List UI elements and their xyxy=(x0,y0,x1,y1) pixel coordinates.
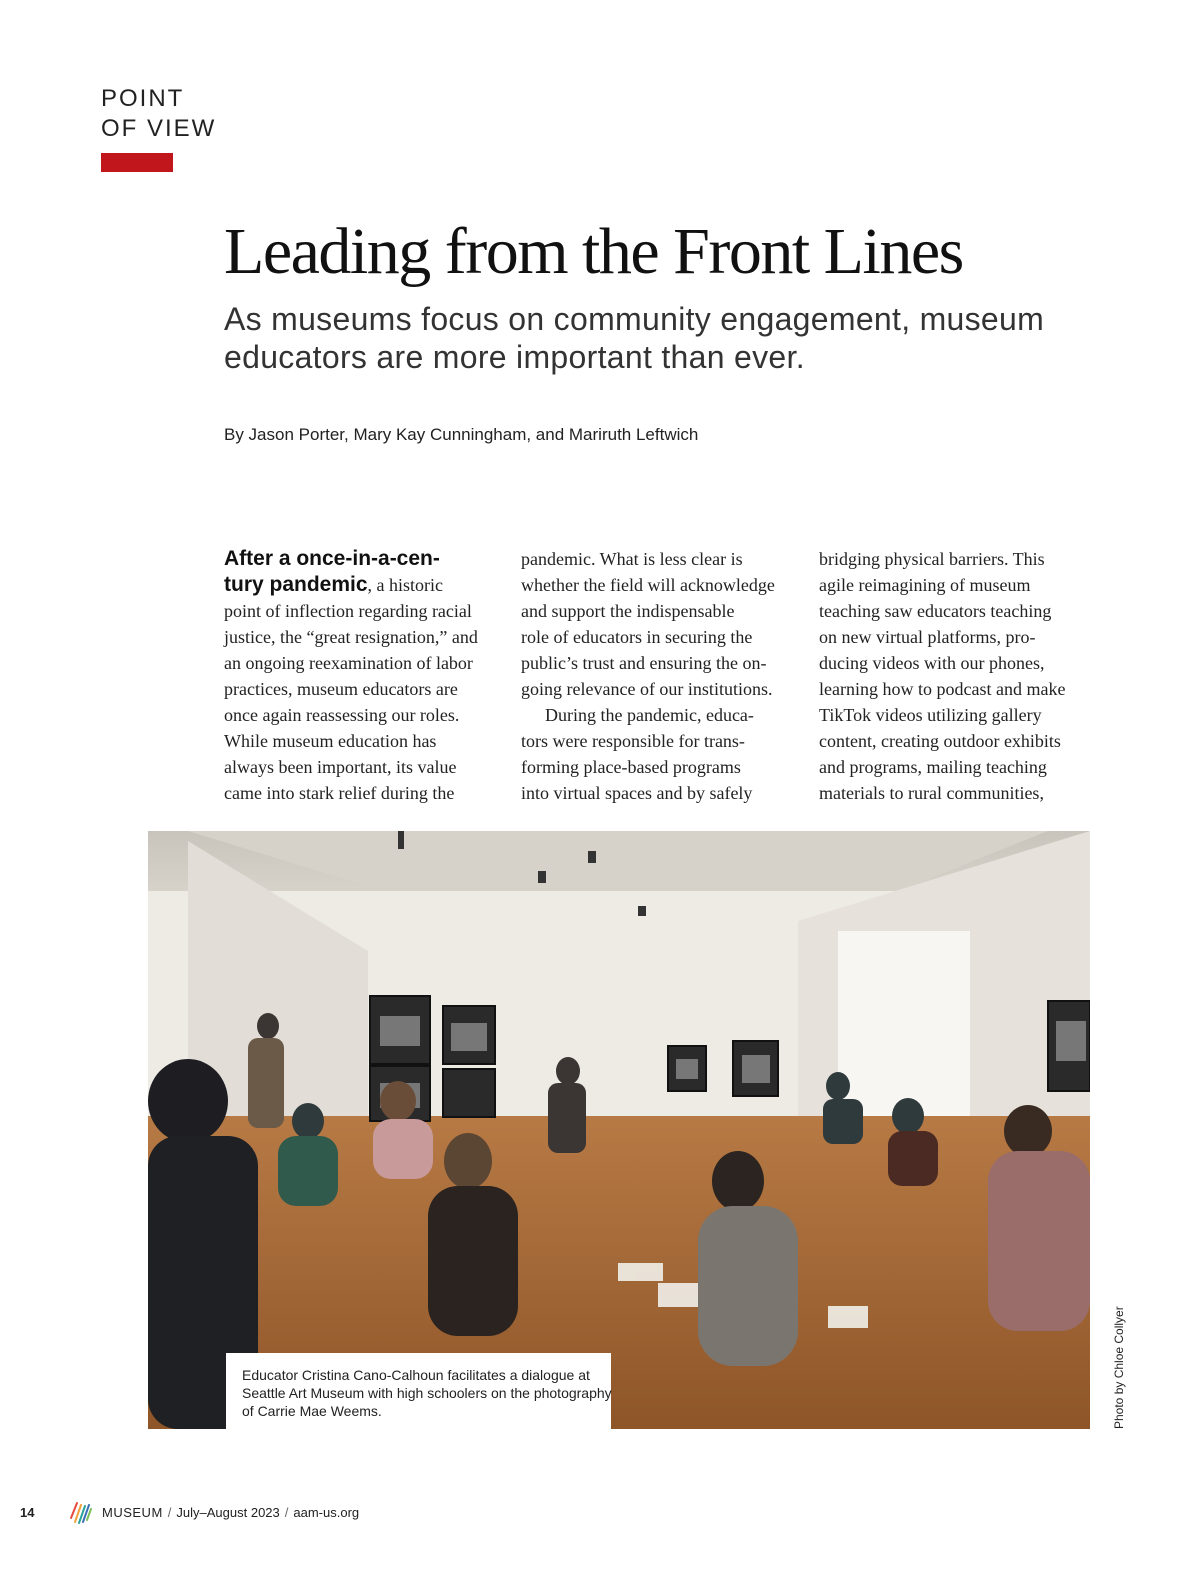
body-line: content, creating outdoor exhibits xyxy=(819,731,1061,751)
lead-in: After a once-in-a-cen- xyxy=(224,547,440,570)
body-line: While museum education has xyxy=(224,731,437,751)
article-dek: As museums focus on community engagement, museum educators are more important than ever. xyxy=(224,301,1045,375)
body-line: always been important, its value xyxy=(224,757,457,777)
body-line: practices, museum educators are xyxy=(224,679,458,699)
publication-name: MUSEUM xyxy=(102,1504,163,1520)
body-line: teaching saw educators teaching xyxy=(819,601,1052,621)
article-headline: Leading from the Front Lines xyxy=(224,215,963,288)
body-line: came into stark relief during the xyxy=(224,783,455,803)
lead-in-2: tury pandemic xyxy=(224,573,368,596)
section-kicker xyxy=(101,84,216,144)
body-line: and programs, mailing teaching xyxy=(819,757,1047,777)
body-line: going relevance of our institutions. xyxy=(521,679,773,699)
body-line: pandemic. What is less clear is xyxy=(521,549,743,569)
kicker-accent-bar xyxy=(101,153,173,172)
body-line: ducing videos with our phones, xyxy=(819,653,1045,673)
website-link[interactable]: aam-us.org xyxy=(293,1504,360,1520)
body-column-2 xyxy=(521,546,796,806)
photo-caption: Educator Cristina Cano-Calhoun facilitates a dialogue at Seattle Art Museum with high schoolers on the photography of Carrie Mae Weems. xyxy=(242,1367,612,1419)
body-line: agile reimagining of museum xyxy=(819,575,1031,595)
body-line: role of educators in securing the xyxy=(521,627,753,647)
aam-logo-icon xyxy=(68,1498,92,1526)
page-number: 14 xyxy=(20,1504,35,1520)
body-line: bridging physical barriers. This xyxy=(819,549,1045,569)
page-footer xyxy=(20,1497,359,1527)
separator: / xyxy=(167,1504,172,1520)
kicker-line-1: POINT xyxy=(101,85,185,112)
body-line: During the pandemic, educa- xyxy=(545,705,754,725)
body-line: on new virtual platforms, pro- xyxy=(819,627,1036,647)
body-line: into virtual spaces and by safely xyxy=(521,783,753,803)
separator: / xyxy=(284,1504,289,1520)
body-column-1 xyxy=(224,546,499,806)
body-line: once again reassessing our roles. xyxy=(224,705,460,725)
body-column-3 xyxy=(819,546,1094,806)
body-line: TikTok videos utilizing gallery xyxy=(819,705,1042,725)
body-line: justice, the “great resignation,” and xyxy=(224,627,478,647)
body-line: tors were responsible for trans- xyxy=(521,731,745,751)
body-line: point of inflection regarding racial xyxy=(224,601,472,621)
photo-credit: Photo by Chloe Collyer xyxy=(1112,1306,1126,1429)
body-line: and support the indispensable xyxy=(521,601,735,621)
body-line: materials to rural communities, xyxy=(819,783,1044,803)
article-byline: By Jason Porter, Mary Kay Cunningham, and Mariruth Leftwich xyxy=(224,425,699,444)
body-line: whether the field will acknowledge xyxy=(521,575,775,595)
body-line: an ongoing reexamination of labor xyxy=(224,653,473,673)
kicker-line-2: OF VIEW xyxy=(101,115,217,142)
gallery-photo xyxy=(148,831,1090,1429)
body-line: , a historic xyxy=(367,575,444,595)
issue-date: July–August 2023 xyxy=(176,1504,280,1520)
body-line: learning how to podcast and make xyxy=(819,679,1066,699)
body-line: forming place-based programs xyxy=(521,757,741,777)
body-line: public’s trust and ensuring the on- xyxy=(521,653,767,673)
